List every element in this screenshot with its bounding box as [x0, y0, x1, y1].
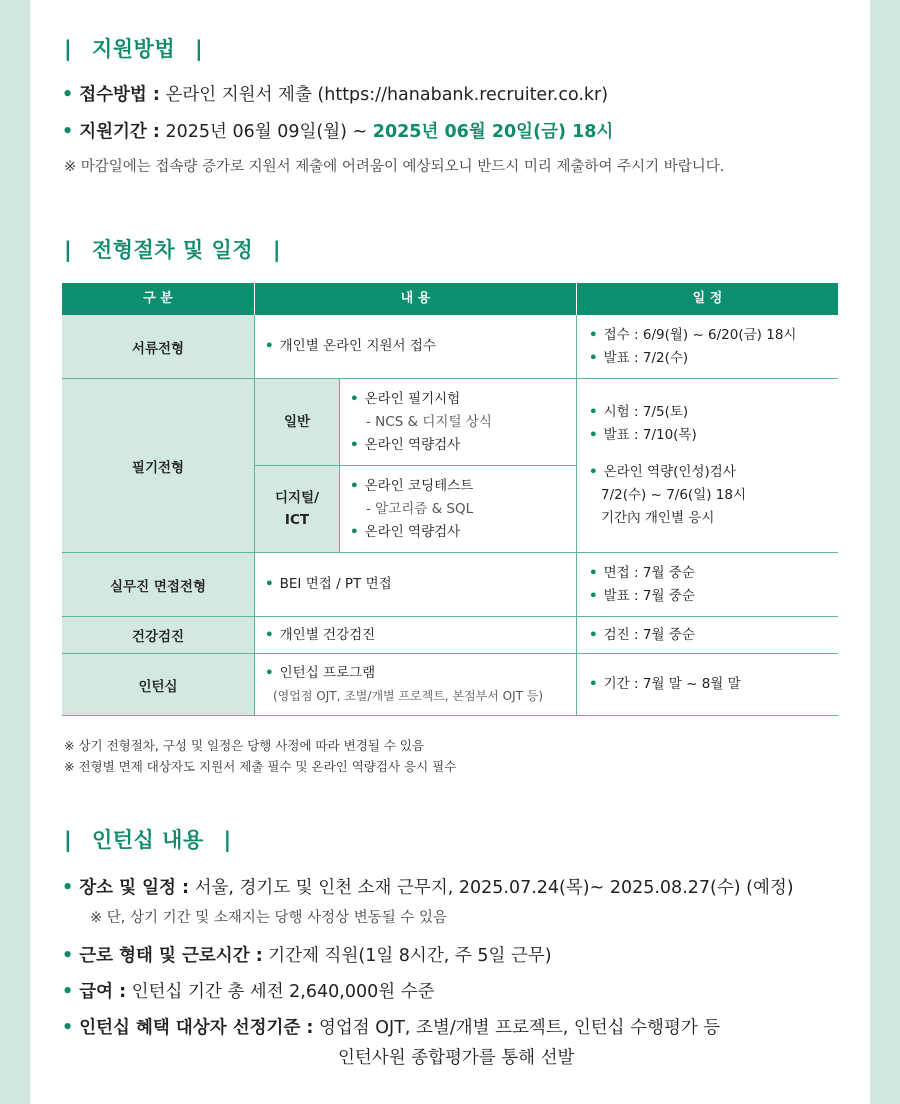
apply-note: ※ 마감일에는 접속량 증가로 지원서 제출에 어려움이 예상되오니 반드시 미리 제출하여 주시기 바랍니다.: [64, 159, 725, 175]
apply-period-line: • 지원기간 : 2025년 06월 09일(월) ~ 2025년 06월 20일(금) 18시: [62, 122, 614, 142]
title-bar-left: |: [64, 37, 73, 61]
title-bar-right: |: [194, 37, 204, 61]
row-written-general-label: 일반: [255, 379, 340, 466]
row-interview-content: • BEI 면접 / PT 면접: [255, 553, 577, 617]
section-title-internship: | 인턴십 내용 |: [64, 828, 232, 852]
bullet-icon: •: [62, 122, 74, 142]
title-bar-left: |: [64, 238, 73, 262]
section-title-process: | 전형절차 및 일정 |: [64, 238, 282, 262]
row-intern-content: • 인턴십 프로그램 (영업점 OJT, 조별/개별 프로젝트, 본점부서 OJT 등): [255, 654, 577, 716]
bullet-icon: •: [62, 1018, 74, 1038]
row-doc-content: • 개인별 온라인 지원서 접수: [255, 315, 577, 379]
row-written-schedule: • 시험 : 7/5(토) • 발표 : 7/10(목) • 온라인 역량(인성)검사 7/2(수) ~ 7/6(일) 18시 기간內 개인별 응시: [577, 379, 838, 553]
intern-place-note: ※ 단, 상기 기간 및 소재지는 당행 사정상 변동될 수 있음: [90, 910, 447, 926]
header-content: 내 용: [255, 283, 577, 315]
process-note-2: ※ 전형별 면제 대상자도 지원서 제출 필수 및 온라인 역량검사 응시 필수: [64, 759, 457, 774]
row-interview-schedule: • 면접 : 7월 중순 • 발표 : 7월 중순: [577, 553, 838, 617]
process-note-1: ※ 상기 전형절차, 구성 및 일정은 당행 사정에 따라 변경될 수 있음: [64, 738, 425, 753]
row-written-digital-label: 디지털/ ICT: [255, 466, 340, 553]
title-bar-right: |: [272, 238, 282, 262]
row-interview-category: 실무진 면접전형: [62, 553, 255, 617]
row-health-category: 건강검진: [62, 617, 255, 654]
row-written-category: 필기전형: [62, 379, 255, 553]
header-category: 구 분: [62, 283, 255, 315]
bullet-icon: •: [62, 982, 74, 1002]
section-title-apply: | 지원방법 |: [64, 37, 204, 61]
page: [30, 0, 870, 1104]
intern-pay-line: • 급여 : 인턴십 기간 총 세전 2,640,000원 수준: [62, 982, 435, 1002]
row-written-digital-content: • 온라인 코딩테스트 - 알고리즘 & SQL • 온라인 역량검사: [340, 466, 577, 553]
apply-method-line: • 접수방법 : 온라인 지원서 제출 (https://hanabank.recruiter.co.kr): [62, 85, 609, 105]
intern-place-line: • 장소 및 일정 : 서울, 경기도 및 인천 소재 근무지, 2025.07.24(목)~ 2025.08.27(수) (예정): [62, 878, 794, 898]
row-health-schedule: • 검진 : 7월 중순: [577, 617, 838, 654]
bullet-icon: •: [62, 946, 74, 966]
row-health-content: • 개인별 건강검진: [255, 617, 577, 654]
intern-work-line: • 근로 형태 및 근로시간 : 기간제 직원(1일 8시간, 주 5일 근무): [62, 946, 552, 966]
bullet-icon: •: [62, 85, 74, 105]
table-header: [62, 283, 838, 315]
title-bar-right: |: [223, 828, 232, 852]
header-schedule: 일 정: [692, 291, 723, 306]
bullet-icon: •: [62, 878, 74, 898]
row-doc-category: 서류전형: [62, 315, 255, 379]
apply-url[interactable]: 온라인 지원서 제출 (https://hanabank.recruiter.co.kr): [165, 85, 609, 105]
row-doc-schedule: • 접수 : 6/9(월) ~ 6/20(금) 18시 • 발표 : 7/2(수): [577, 315, 838, 379]
row-written-general-content: • 온라인 필기시험 - NCS & 디지털 상식 • 온라인 역량검사: [340, 379, 577, 466]
row-intern-schedule: • 기간 : 7월 말 ~ 8월 말: [577, 654, 838, 716]
title-bar-left: |: [64, 828, 73, 852]
intern-benefit-line-2: 인턴사원 종합평가를 통해 선발: [338, 1048, 575, 1068]
intern-benefit-line: • 인턴십 혜택 대상자 선정기준 : 영업점 OJT, 조별/개별 프로젝트, 인턴십 수행평가 등: [62, 1018, 721, 1038]
row-intern-category: 인턴십: [62, 654, 255, 716]
